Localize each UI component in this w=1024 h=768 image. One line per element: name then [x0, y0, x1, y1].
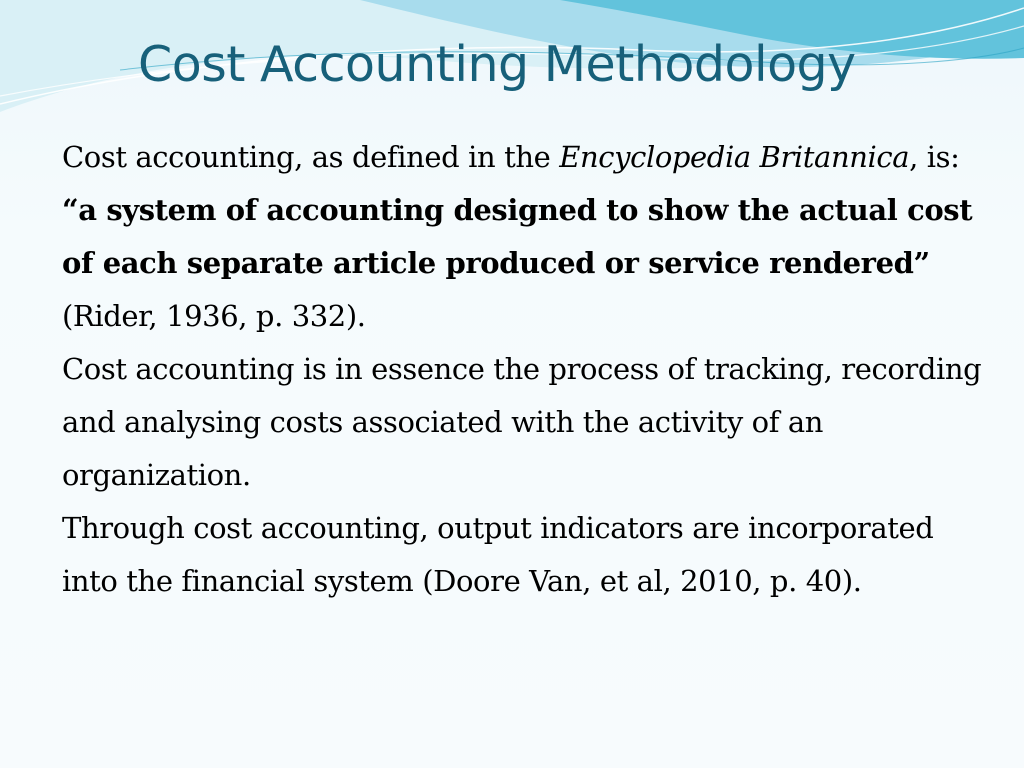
slide-body	[62, 131, 992, 608]
definition-quote: “a system of accounting designed to show the actual cost of each separate article produced or service rendered”	[62, 193, 973, 280]
slide-title: Cost Accounting Methodology	[138, 36, 856, 93]
cost-accounting-essence-paragraph: Cost accounting is in essence the process of tracking, recording and analysing costs associated with the activity of an organization.	[62, 352, 982, 492]
quote-citation: (Rider, 1936, p. 332).	[62, 299, 366, 333]
definition-intro-tail: , is:	[909, 140, 960, 174]
definition-intro-paragraph	[62, 131, 992, 184]
encyclopedia-source-title: Encyclopedia Britannica	[559, 140, 910, 174]
output-indicators-paragraph: Through cost accounting, output indicators are incorporated into the financial system (Doore Van, et al, 2010, p. 40).	[62, 511, 934, 598]
definition-intro-text: Cost accounting, as defined in the	[62, 140, 560, 174]
definition-quote-paragraph	[62, 184, 992, 343]
